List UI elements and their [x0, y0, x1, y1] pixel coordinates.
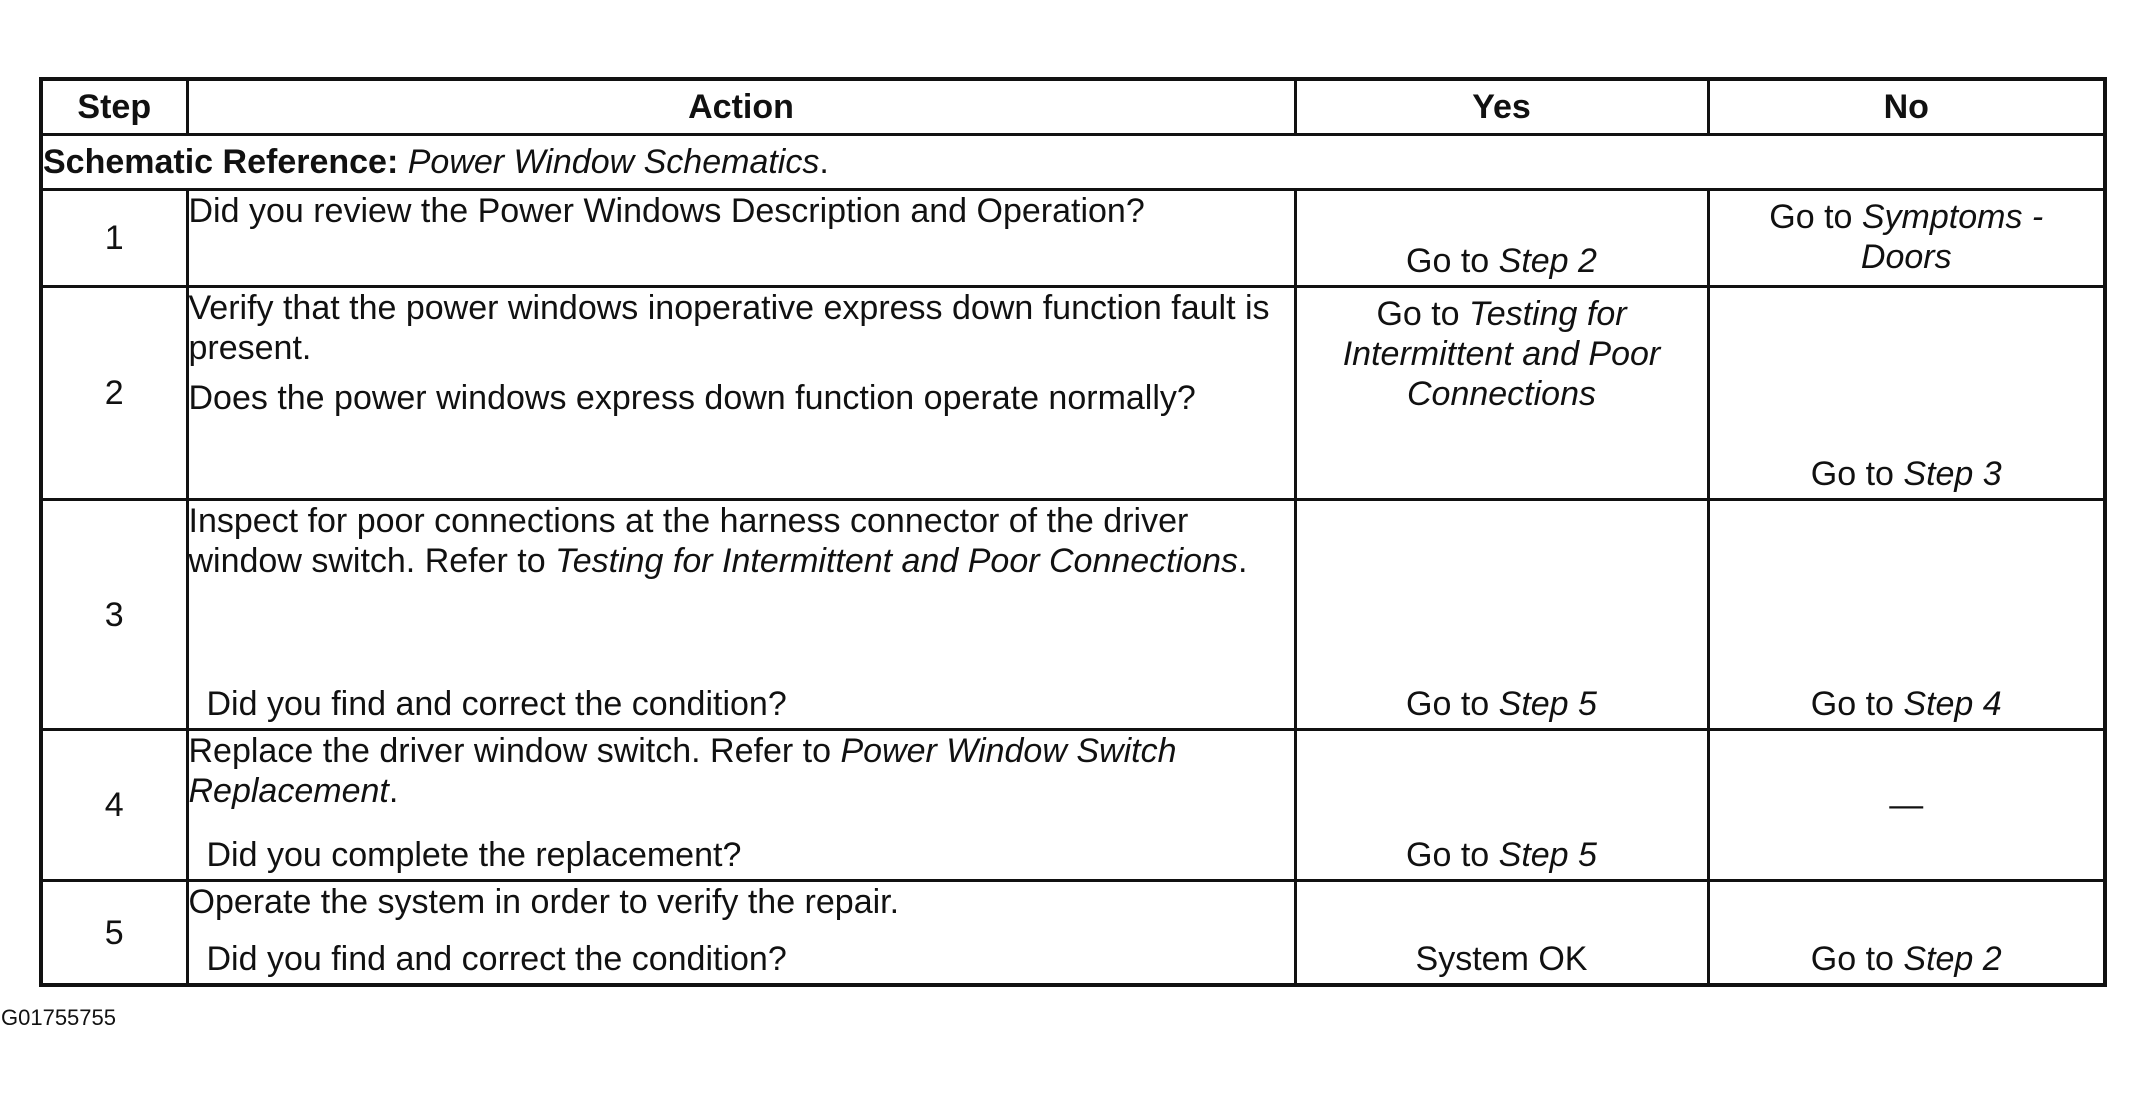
yes-cell	[1295, 190, 1708, 287]
no-cell	[1708, 881, 2105, 986]
yes-cell	[1295, 730, 1708, 881]
no-cell	[1708, 287, 2105, 500]
no-result: —	[1889, 786, 1924, 824]
step-number: 5	[41, 881, 187, 986]
no-cell	[1708, 730, 2105, 881]
action-text: Replace the driver window switch. Refer to Power Window Switch Replacement.	[188, 732, 1177, 810]
yes-result: Go to Step 5	[1406, 685, 1597, 723]
figure-id: G01755755	[1, 1005, 116, 1030]
yes-result: System OK	[1415, 940, 1588, 978]
yes-result: Go to Testing for Intermittent and Poor Connections	[1342, 295, 1661, 413]
schematic-reference-link[interactable]: Power Window Schematics	[407, 143, 820, 181]
action-link[interactable]: Testing for Intermittent and Poor Connections	[555, 542, 1238, 580]
yes-link[interactable]: Step 5	[1498, 685, 1597, 723]
no-link[interactable]: Step 2	[1903, 940, 2002, 978]
yes-link[interactable]: Testing for Intermittent and Poor Connections	[1342, 295, 1661, 413]
action-cell	[187, 190, 1295, 287]
no-cell	[1708, 190, 2105, 287]
diagnostic-table	[39, 77, 2107, 987]
schematic-reference: Schematic Reference: Power Window Schematics.	[41, 135, 2105, 190]
no-result: Go to Symptoms - Doors	[1769, 198, 2044, 276]
table-row	[41, 881, 2105, 986]
action-question: Does the power windows express down function operate normally?	[188, 379, 1196, 417]
yes-cell	[1295, 500, 1708, 730]
no-result: Go to Step 3	[1810, 455, 2002, 493]
table-row	[41, 730, 2105, 881]
no-result: Go to Step 2	[1810, 940, 2002, 978]
no-link[interactable]: Step 4	[1903, 685, 2002, 723]
yes-cell	[1295, 881, 1708, 986]
table-row	[41, 287, 2105, 500]
yes-result: Go to Step 5	[1406, 836, 1597, 874]
yes-link[interactable]: Step 2	[1498, 242, 1597, 280]
action-question: Did you complete the replacement?	[206, 836, 742, 874]
table-row	[41, 500, 2105, 730]
action-question: Did you find and correct the condition?	[206, 940, 787, 978]
yes-result: Go to Step 2	[1406, 242, 1597, 280]
table-row	[41, 190, 2105, 287]
schematic-reference-row	[41, 135, 2105, 190]
header-step: Step	[41, 79, 187, 135]
header-no: No	[1708, 79, 2105, 135]
schematic-reference-label: Schematic Reference:	[43, 143, 399, 181]
no-cell	[1708, 500, 2105, 730]
action-cell	[187, 881, 1295, 986]
action-text: Verify that the power windows inoperative express down function fault is present.	[188, 289, 1270, 367]
action-cell	[187, 730, 1295, 881]
step-number: 3	[41, 500, 187, 730]
action-link[interactable]: Power Window Switch Replacement	[188, 732, 1177, 810]
action-text: Inspect for poor connections at the harness connector of the driver window switch. Refer to Testing for Intermittent and Poor Connections.	[188, 502, 1248, 580]
header-row	[41, 79, 2105, 135]
no-link[interactable]: Symptoms - Doors	[1860, 198, 2044, 276]
header-yes: Yes	[1295, 79, 1708, 135]
no-result: Go to Step 4	[1810, 685, 2002, 723]
yes-link[interactable]: Step 5	[1498, 836, 1597, 874]
action-cell	[187, 287, 1295, 500]
header-action: Action	[187, 79, 1295, 135]
action-text: Operate the system in order to verify the repair.	[188, 883, 900, 921]
step-number: 2	[41, 287, 187, 500]
step-number: 1	[41, 190, 187, 287]
yes-cell	[1295, 287, 1708, 500]
action-cell	[187, 500, 1295, 730]
action-question: Did you find and correct the condition?	[206, 685, 787, 723]
step-number: 4	[41, 730, 187, 881]
no-link[interactable]: Step 3	[1903, 455, 2002, 493]
action-question: Did you review the Power Windows Description and Operation?	[188, 192, 1145, 230]
